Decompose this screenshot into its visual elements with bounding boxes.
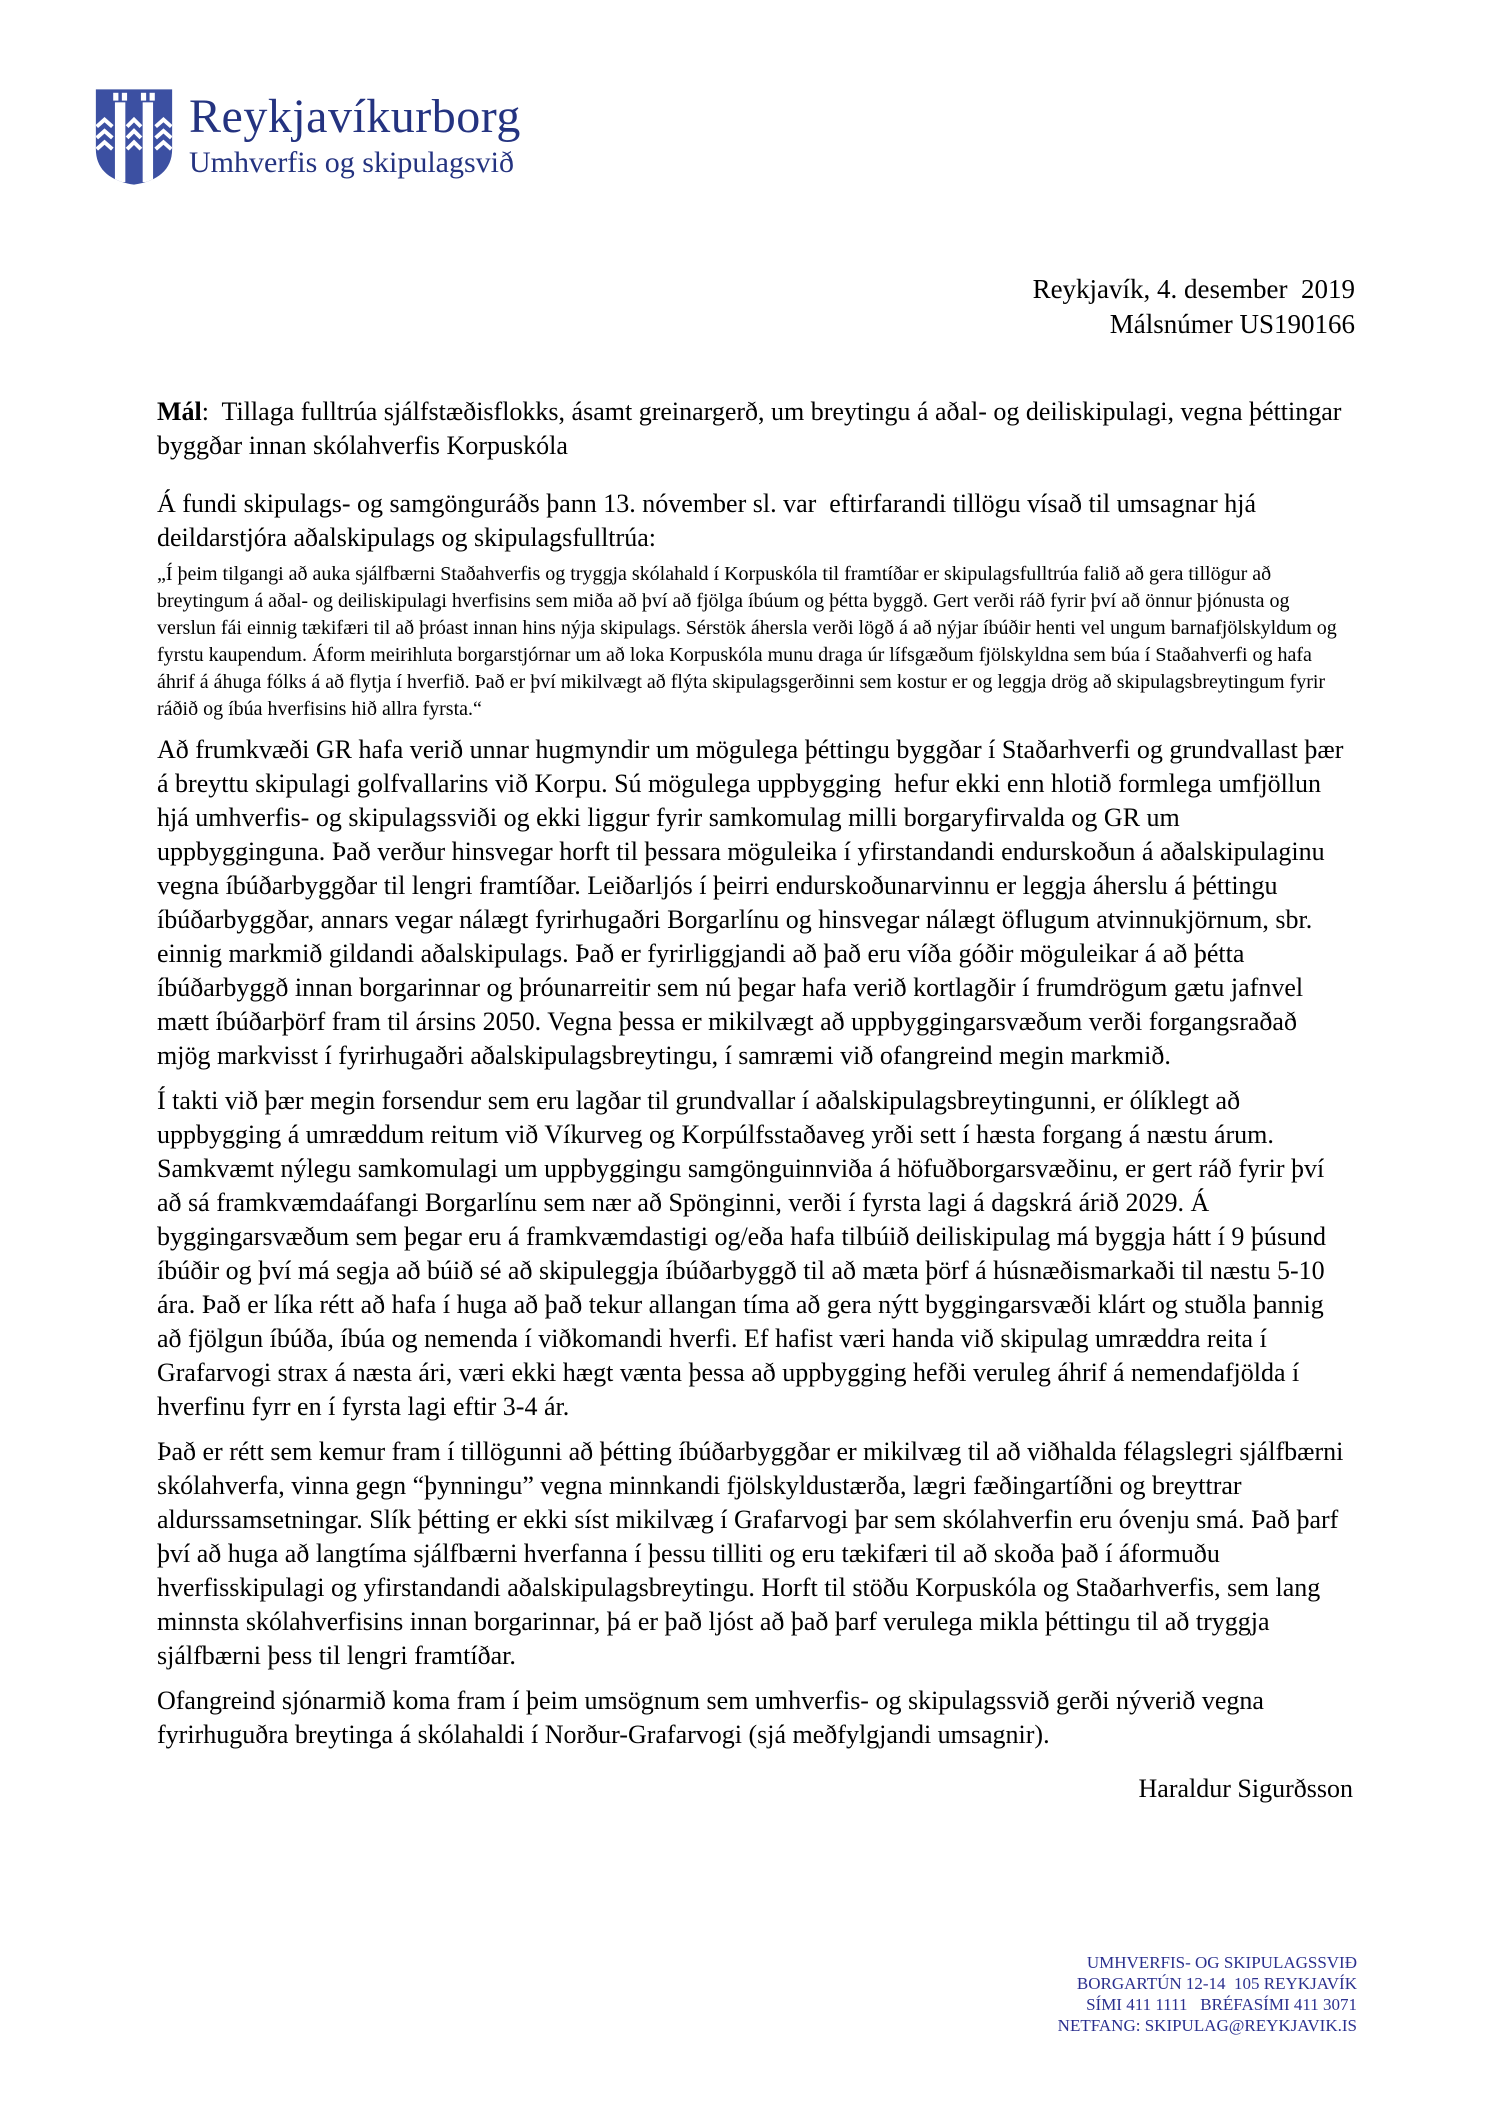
- reykjavik-coat-of-arms-icon: [95, 85, 173, 189]
- org-name: Reykjavíkurborg: [189, 90, 521, 143]
- footer-phone-line: SÍMI 411 1111 BRÉFASÍMI 411 3071: [1086, 1995, 1357, 2014]
- footer-address-line: BORGARTÚN 12-14 105 REYKJAVÍK: [1076, 1974, 1357, 1993]
- body-paragraph-3: Það er rétt sem kemur fram í tillögunni að þétting íbúðarbyggðar er mikilvæg til að viðhalda félagslegri sjálfbærni skólahverfa, vinna gegn “þynningu” vegna minnkandi fjölskyldustærða, lægri fæðingartíðni og breyttrar aldurssamsetningar. Slík þétting er ekki síst mikilvæg í Grafarvogi þar sem skólahverfin eru óvenju smá. Það þarf því að huga að langtíma sjálfbærni hverfanna í þessu tilliti og eru tækifæri til að skoða það í áformuðu hverfisskipulagi og yfirstandandi aðalskipulagsbreytingu. Horft til stöðu Korpuskóla og Staðarhverfis, sem lang minnsta skólahverfisins innan borgarinnar, þá er það ljóst að það þarf verulega mikla þéttingu til að tryggja sjálfbærni þess til lengri framtíðar.: [157, 1437, 1344, 1670]
- case-number: Málsnúmer US190166: [1109, 309, 1355, 339]
- subject-label: Mál: [157, 397, 202, 426]
- footer-email-line: NETFANG: SKIPULAG@REYKJAVIK.IS: [1057, 2016, 1357, 2035]
- body-paragraph-1: Að frumkvæði GR hafa verið unnar hugmyndir um mögulega þéttingu byggðar í Staðarhverfi og grundvallast þær á breyttu skipulagi golfvallarins við Korpu. Sú mögulega uppbygging hefur ekki enn hlotið formlega umfjöllun hjá umhverfis- og skipulagssviði og ekki liggur fyrir samkomulag milli borgaryfirvalda og GR um uppbygginguna. Það verður hinsvegar horft til þessara möguleika í yfirstandandi endurskoðun á aðalskipulaginu vegna íbúðarbyggðar til lengri framtíðar. Leiðarljós í þeirri endurskoðunarvinnu er leggja áherslu á þéttingu íbúðarbyggðar, annars vegar nálægt fyrirhugaðri Borgarlínu og hinsvegar nálægt öflugum atvinnukjörnum, sbr. einnig markmið gildandi aðalskipulags. Það er fyrirliggjandi að það eru víða góðir möguleikar á að þétta íbúðarbyggð innan borgarinnar og þróunarreitir sem nú þegar hafa verið kortlagðir í frumdrögum gætu jafnvel mætt íbúðarþörf fram til ársins 2050. Vegna þessa er mikilvægt að uppbyggingarsvæðum verði forgangsraðað mjög markvisst í fyrirhugaðri aðalskipulagsbreytingu, í samræmi við ofangreind megin markmið.: [157, 735, 1344, 1070]
- footer-department-line: UMHVERFIS- OG SKIPULAGSSVIÐ: [1086, 1953, 1357, 1972]
- quoted-proposal-paragraph: „Í þeim tilgangi að auka sjálfbærni Staðahverfis og tryggja skólahald í Korpuskóla til framtíðar er skipulagsfulltrúa falið að gera tillögur að breytingum á aðal- og deiliskipulagi hverfisins sem miða að því að fjölga íbúum og þétta byggð. Gert verði ráð fyrir því að önnur þjónusta og verslun fái einnig tækifæri til að þróast innan hins nýja skipulags. Sérstök áhersla verði lögð á að nýjar íbúðir henti vel ungum barnafjölskyldum og fyrstu kaupendum. Áform meirihluta borgarstjórnar um að loka Korpuskóla munu draga úr lífsgæðum fjölskyldna sem búa í Staðahverfi og hafa áhrif á áhuga fólks á að flytja í hverfið. Það er því mikilvægt að flýta skipulagsgerðinni sem kostur er og leggja drög að skipulagsbreytingum fyrir ráðið og íbúa hverfisins hið allra fyrsta.“: [157, 563, 1337, 720]
- intro-paragraph: Á fundi skipulags- og samgönguráðs þann 13. nóvember sl. var eftirfarandi tillögu vísað til umsagnar hjá deildarstjóra aðalskipulags og skipulagsfulltrúa:: [157, 489, 1256, 552]
- org-title-block: [189, 91, 521, 180]
- body-paragraph-4: Ofangreind sjónarmið koma fram í þeim umsögnum sem umhverfis- og skipulagssvið gerði nýverið vegna fyrirhuguðra breytinga á skólahaldi í Norður-Grafarvogi (sjá meðfylgjandi umsagnir).: [157, 1686, 1264, 1749]
- subject-line: [157, 395, 1353, 463]
- letter-content: [157, 395, 1353, 1806]
- place-date: Reykjavík, 4. desember 2019: [1032, 274, 1355, 304]
- footer-contact-block: [1058, 1952, 1357, 2036]
- letterhead: [95, 85, 521, 189]
- body-paragraph-2: Í takti við þær megin forsendur sem eru lagðar til grundvallar í aðalskipulagsbreytingunni, er ólíklegt að uppbygging á umræddum reitum við Víkurveg og Korpúlfsstaðaveg yrði sett í hæsta forgang á næstu árum. Samkvæmt nýlegu samkomulagi um uppbyggingu samgönguinnviða á höfuðborgarsvæðinu, er gert ráð fyrir því að sá framkvæmdaáfangi Borgarlínu sem nær að Spönginni, verði í fyrsta lagi á dagskrá árið 2029. Á byggingarsvæðum sem þegar eru á framkvæmdastigi og/eða hafa tilbúið deiliskipulag má byggja hátt í 9 þúsund íbúðir og því má segja að búið sé að skipuleggja íbúðarbyggð til að mæta þörf á húsnæðismarkaði til næstu 5-10 ára. Það er líka rétt að hafa í huga að það tekur allangan tíma að gera nýtt byggingarsvæði klárt og stuðla þannig að fjölgun íbúða, íbúa og nemenda í viðkomandi hverfi. Ef hafist væri handa við skipulag umræddra reita í Grafarvogi strax á næsta ári, væri ekki hægt vænta þessa að uppbygging hefði veruleg áhrif á nemendafjölda í hverfinu fyrr en í fyrsta lagi eftir 3-4 ár.: [157, 1086, 1327, 1421]
- subject-text: : Tillaga fulltrúa sjálfstæðisflokks, ásamt greinargerð, um breytingu á aðal- og deiliskipulagi, vegna þéttingar byggðar innan skólahverfis Korpuskóla: [157, 397, 1342, 460]
- signature-name: Haraldur Sigurðsson: [1138, 1774, 1353, 1803]
- org-division: Umhverfis og skipulagsvið: [189, 145, 514, 179]
- date-block: [1033, 272, 1355, 342]
